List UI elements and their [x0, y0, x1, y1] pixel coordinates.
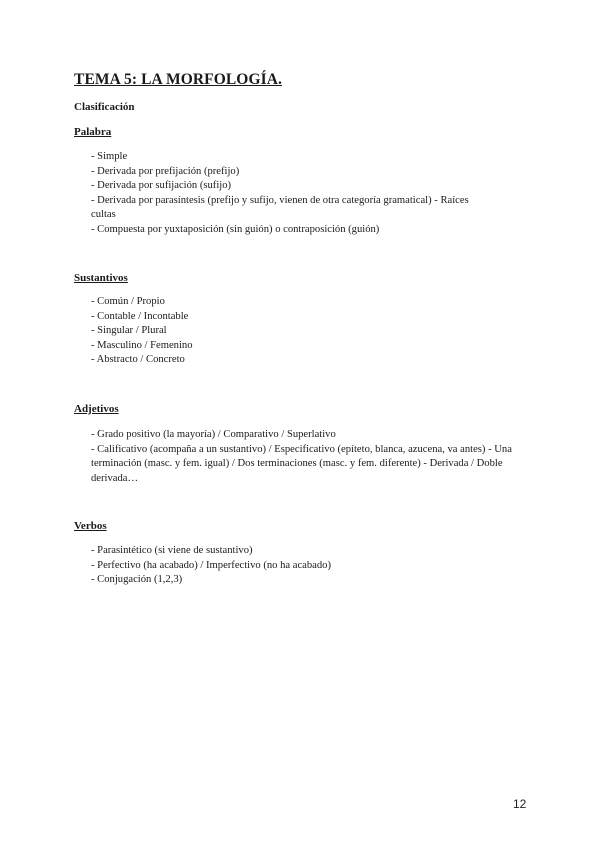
list-item: - Contable / Incontable [91, 310, 189, 322]
list-item: - Parasintético (si viene de sustantivo) [91, 545, 253, 556]
list-item: - Conjugación (1,2,3) [91, 574, 183, 585]
document-title: TEMA 5: LA MORFOLOGÍA. [74, 71, 283, 88]
list-item: - Derivada por prefijación (prefijo) [91, 165, 240, 177]
page-number: 12 [513, 797, 527, 811]
list-item: - Perfectivo (ha acabado) / Imperfectivo (no ha acabado) [91, 559, 331, 571]
section-heading-palabra: Palabra [74, 126, 112, 138]
list-sustantivos [91, 295, 193, 368]
list-adjetivos [91, 428, 521, 486]
list-item: - Singular / Plural [91, 325, 167, 336]
list-item: - Calificativo (acompaña a un sustantivo) / Especificativo (epíteto, blanca, azucena, va antes) - Una terminación (masc. y fem. igual) / Dos terminaciones (masc. y fem. diferente) - Derivada / Doble derivada… [91, 443, 512, 484]
section-heading-verbos: Verbos [74, 520, 107, 532]
list-item: - Común / Propio [91, 296, 165, 307]
list-verbos [91, 544, 331, 588]
list-item: - Simple [91, 151, 128, 162]
section-heading-sustantivos: Sustantivos [74, 272, 128, 284]
list-item: - Derivada por parasíntesis (prefijo y sufijo, vienen de otra categoría gramatical) - Raíces cultas [91, 194, 469, 220]
list-item: - Abstracto / Concreto [91, 354, 185, 365]
list-item: - Grado positivo (la mayoría) / Comparativo / Superlativo [91, 429, 336, 440]
list-item: - Compuesta por yuxtaposición (sin guión) o contraposición (guión) [91, 223, 380, 235]
document-subtitle: Clasificación [74, 101, 135, 113]
section-heading-adjetivos: Adjetivos [74, 403, 119, 415]
list-item: - Derivada por sufijación (sufijo) [91, 180, 232, 191]
list-palabra [91, 150, 471, 237]
list-item: - Masculino / Femenino [91, 339, 193, 351]
